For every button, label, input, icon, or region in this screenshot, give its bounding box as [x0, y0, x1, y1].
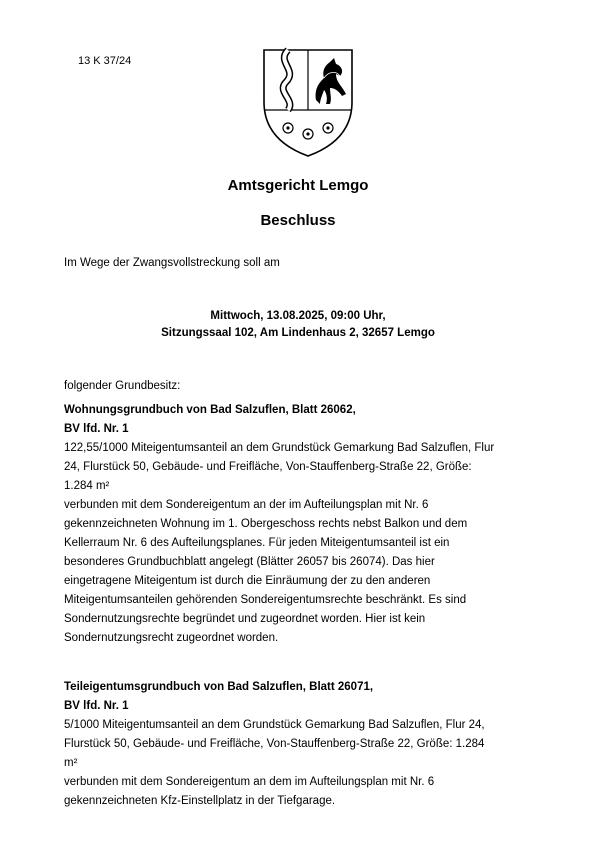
document-type: Beschluss [260, 212, 336, 229]
property-section-parking [64, 678, 534, 811]
section-line: verbunden mit dem Sondereigentum an dem im Aufteilungsplan mit Nr. 6 [64, 776, 435, 788]
section-title: Wohnungsgrundbuch von Bad Salzuflen, Blatt 26062, [64, 404, 356, 416]
court-name: Amtsgericht Lemgo [227, 177, 369, 194]
hearing-date: Mittwoch, 13.08.2025, 09:00 Uhr, [210, 310, 386, 322]
section-line: 5/1000 Miteigentumsanteil an dem Grundstück Gemarkung Bad Salzuflen, Flur 24, [64, 719, 485, 731]
section-line: 24, Flurstück 50, Gebäude- und Freifläche, Von-Stauffenberg-Straße 22, Größe: [64, 461, 472, 473]
section-line: Kellerraum Nr. 6 des Aufteilungsplanes. Für jeden Miteigentumsanteil ist ein [64, 537, 450, 549]
intro-text: Im Wege der Zwangsvollstreckung soll am [64, 257, 280, 269]
section-line: eingetragene Miteigentum ist durch die Einräumung der zu den anderen [64, 575, 431, 587]
section-line: 1.284 m² [64, 480, 110, 492]
section-line: 122,55/1000 Miteigentumsanteil an dem Grundstück Gemarkung Bad Salzuflen, Flur [64, 442, 495, 454]
section-line: verbunden mit dem Sondereigentum an der im Aufteilungsplan mit Nr. 6 [64, 499, 429, 511]
property-section-apartment [64, 401, 534, 648]
section-line: besonderes Grundbuchblatt angelegt (Blätter 26057 bis 26074). Das hier [64, 556, 435, 568]
property-intro: folgender Grundbesitz: [64, 380, 181, 392]
section-line: Flurstück 50, Gebäude- und Freifläche, Von-Stauffenberg-Straße 22, Größe: 1.284 [64, 738, 485, 750]
section-line: Sondernutzungsrechte begründet und zugeordnet worden. Hier ist kein [64, 613, 426, 625]
section-line: Miteigentumsanteilen gehörenden Sondereigentumsrechte beschränkt. Es sind [64, 594, 467, 606]
case-number: 13 K 37/24 [78, 55, 132, 67]
section-line: gekennzeichneten Kfz-Einstellplatz in der Tiefgarage. [64, 795, 336, 807]
section-subtitle: BV lfd. Nr. 1 [64, 700, 129, 712]
section-line: m² [64, 757, 78, 769]
section-title: Teileigentumsgrundbuch von Bad Salzuflen, Blatt 26071, [64, 681, 374, 693]
section-line: gekennzeichneten Wohnung im 1. Obergeschoss rechts nebst Balkon und dem [64, 518, 468, 530]
coat-of-arms-icon [258, 42, 358, 160]
hearing-room: Sitzungssaal 102, Am Lindenhaus 2, 32657 Lemgo [161, 327, 435, 339]
section-line: Sondernutzungsrecht zugeordnet worden. [64, 632, 279, 644]
section-subtitle: BV lfd. Nr. 1 [64, 423, 129, 435]
